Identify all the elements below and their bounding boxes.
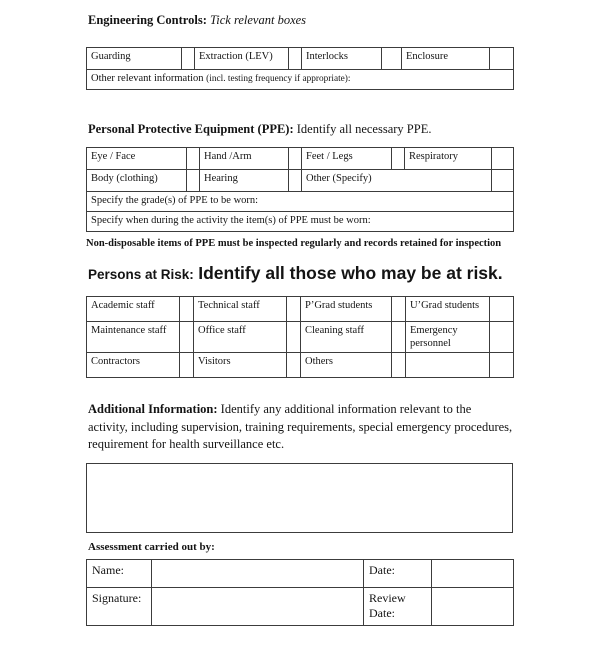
- feet-legs-checkbox[interactable]: [392, 148, 405, 170]
- respiratory-label: Respiratory: [405, 148, 492, 170]
- review-date-label: Review Date:: [364, 587, 432, 625]
- additional-information-heading: [88, 401, 513, 454]
- body-clothing-label: Body (clothing): [87, 170, 187, 192]
- other-info-note: (incl. testing frequency if appropriate):: [206, 74, 351, 84]
- ugrad-students-label: U’Grad students: [406, 297, 490, 322]
- assessment-heading: Assessment carried out by:: [88, 540, 215, 553]
- pgrad-students-label: P’Grad students: [301, 297, 392, 322]
- emergency-personnel-label: Emergency personnel: [406, 322, 490, 353]
- interlocks-label: Interlocks: [302, 48, 382, 70]
- assessment-row-2: [87, 587, 514, 625]
- extraction-lev-checkbox[interactable]: [289, 48, 302, 70]
- date-value-cell[interactable]: [432, 559, 514, 587]
- eye-face-label: Eye / Face: [87, 148, 187, 170]
- review-date-value-cell[interactable]: [432, 587, 514, 625]
- enclosure-label: Enclosure: [402, 48, 490, 70]
- technical-staff-label: Technical staff: [194, 297, 287, 322]
- academic-staff-label: Academic staff: [87, 297, 180, 322]
- feet-legs-label: Feet / Legs: [302, 148, 392, 170]
- ppe-heading: [88, 122, 513, 137]
- persons-at-risk-title: Persons at Risk:: [88, 267, 194, 282]
- technical-staff-checkbox[interactable]: [287, 297, 301, 322]
- emergency-personnel-checkbox[interactable]: [490, 322, 514, 353]
- date-label: Date:: [364, 559, 432, 587]
- risk-assessment-form-page: [86, 0, 513, 626]
- ppe-table: [86, 147, 514, 232]
- others-checkbox[interactable]: [392, 353, 406, 378]
- persons-row-1: [87, 297, 514, 322]
- visitors-checkbox[interactable]: [287, 353, 301, 378]
- hearing-checkbox[interactable]: [289, 170, 302, 192]
- eye-face-checkbox[interactable]: [187, 148, 200, 170]
- additional-information-box[interactable]: [86, 463, 513, 533]
- persons-row-2: [87, 322, 514, 353]
- contractors-label: Contractors: [87, 353, 180, 378]
- engineering-controls-title: Engineering Controls:: [88, 13, 207, 27]
- other-info-row: [87, 70, 514, 90]
- enclosure-checkbox[interactable]: [490, 48, 514, 70]
- persons-empty-checkbox[interactable]: [490, 353, 514, 378]
- persons-at-risk-subtitle: Identify all those who may be at risk.: [198, 263, 503, 283]
- others-label: Others: [301, 353, 392, 378]
- additional-information-body: Identify any additional information relevant to the activity, including supervision, training requirements, special emergency procedures, requirement for health surveillance etc.: [88, 402, 513, 451]
- engineering-controls-table: [86, 47, 514, 90]
- hand-arm-label: Hand /Arm: [200, 148, 289, 170]
- hearing-label: Hearing: [200, 170, 289, 192]
- pgrad-students-checkbox[interactable]: [392, 297, 406, 322]
- guarding-label: Guarding: [87, 48, 182, 70]
- ppe-title: Personal Protective Equipment (PPE):: [88, 122, 294, 136]
- interlocks-checkbox[interactable]: [382, 48, 402, 70]
- persons-empty-cell: [406, 353, 490, 378]
- other-info-cell[interactable]: [87, 70, 514, 90]
- office-staff-label: Office staff: [194, 322, 287, 353]
- ppe-row-2: [87, 170, 514, 192]
- other-info-label: Other relevant information: [91, 73, 204, 84]
- ppe-when-row: [87, 212, 514, 232]
- ppe-grade-row: [87, 192, 514, 212]
- signature-label: Signature:: [87, 587, 152, 625]
- engineering-controls-subtitle: Tick relevant boxes: [210, 13, 307, 27]
- persons-row-3: [87, 353, 514, 378]
- ugrad-students-checkbox[interactable]: [490, 297, 514, 322]
- extraction-lev-label: Extraction (LEV): [195, 48, 289, 70]
- assessment-row-1: [87, 559, 514, 587]
- academic-staff-checkbox[interactable]: [180, 297, 194, 322]
- body-clothing-checkbox[interactable]: [187, 170, 200, 192]
- ppe-inspection-note: Non-disposable items of PPE must be inspected regularly and records retained for inspection: [86, 238, 502, 249]
- name-label: Name:: [87, 559, 152, 587]
- ppe-when-cell[interactable]: Specify when during the activity the item(s) of PPE must be worn:: [87, 212, 514, 232]
- persons-at-risk-heading: [88, 263, 513, 285]
- engineering-controls-heading: [88, 13, 513, 28]
- contractors-checkbox[interactable]: [180, 353, 194, 378]
- other-specify-label: Other (Specify): [302, 170, 492, 192]
- maintenance-staff-checkbox[interactable]: [180, 322, 194, 353]
- ppe-grade-cell[interactable]: Specify the grade(s) of PPE to be worn:: [87, 192, 514, 212]
- other-specify-checkbox[interactable]: [492, 170, 514, 192]
- maintenance-staff-label: Maintenance staff: [87, 322, 180, 353]
- guarding-checkbox[interactable]: [182, 48, 195, 70]
- office-staff-checkbox[interactable]: [287, 322, 301, 353]
- ppe-subtitle: Identify all necessary PPE.: [296, 122, 432, 136]
- respiratory-checkbox[interactable]: [492, 148, 514, 170]
- persons-at-risk-table: [86, 296, 514, 378]
- engineering-options-row: [87, 48, 514, 70]
- ppe-row-1: [87, 148, 514, 170]
- visitors-label: Visitors: [194, 353, 287, 378]
- signature-value-cell[interactable]: [152, 587, 364, 625]
- name-value-cell[interactable]: [152, 559, 364, 587]
- additional-information-title: Additional Information:: [88, 402, 218, 416]
- cleaning-staff-checkbox[interactable]: [392, 322, 406, 353]
- assessment-table: [86, 559, 514, 626]
- hand-arm-checkbox[interactable]: [289, 148, 302, 170]
- cleaning-staff-label: Cleaning staff: [301, 322, 392, 353]
